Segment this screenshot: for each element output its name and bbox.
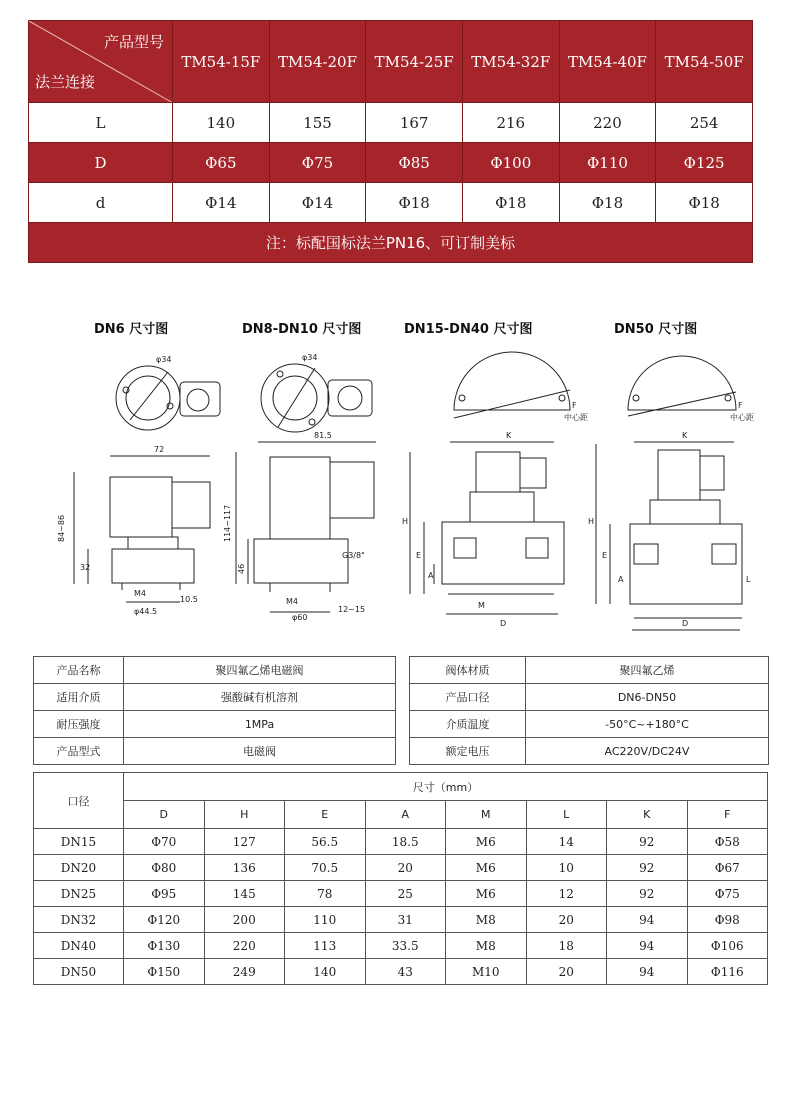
cell: Φ75	[269, 143, 366, 183]
dn6-height-label: 84~86	[57, 514, 66, 542]
spec-key: 产品名称	[34, 657, 124, 684]
spec-value: AC220V/DC24V	[526, 738, 769, 765]
dn50-center-label: 中心距	[730, 413, 754, 422]
spec-key: 产品口径	[410, 684, 526, 711]
dn8-thread-label: G3/8"	[342, 551, 365, 560]
row-name: DN15	[34, 829, 124, 855]
cell: 33.5	[365, 933, 446, 959]
spec-table-section	[33, 656, 768, 765]
cell: Φ18	[559, 183, 656, 223]
dn15-d-label: D	[500, 619, 507, 628]
flange-table	[28, 20, 753, 263]
spec-gap	[396, 738, 410, 765]
cell: 220	[559, 103, 656, 143]
dn8-drawing	[236, 364, 376, 612]
spec-value: 聚四氟乙烯电磁阀	[124, 657, 396, 684]
dn6-w2-label: φ44.5	[134, 607, 158, 616]
row-name: DN32	[34, 907, 124, 933]
spec-row	[34, 711, 769, 738]
dn15-h-label: H	[402, 517, 409, 526]
cell: Φ116	[687, 959, 768, 985]
spec-gap	[396, 711, 410, 738]
cell: Φ106	[687, 933, 768, 959]
spec-gap	[396, 684, 410, 711]
cell: 140	[173, 103, 270, 143]
dn6-phi-label: φ34	[156, 355, 172, 364]
cell: Φ58	[687, 829, 768, 855]
cell: 20	[365, 855, 446, 881]
dn15-k-label: K	[506, 431, 512, 440]
dimension-table	[33, 772, 768, 985]
cell: Φ95	[124, 881, 205, 907]
row-name: DN50	[34, 959, 124, 985]
cell: 140	[285, 959, 366, 985]
model-header: TM54-50F	[656, 21, 753, 103]
cell: Φ14	[269, 183, 366, 223]
drawings-canvas	[30, 312, 770, 642]
cell: 145	[204, 881, 285, 907]
drawing-title-dn6: DN6 尺寸图	[94, 322, 169, 337]
row-name: DN20	[34, 855, 124, 881]
flange-row-d	[29, 143, 753, 183]
cell: 20	[526, 959, 607, 985]
model-header: TM54-25F	[366, 21, 463, 103]
dn50-e-label: E	[602, 551, 608, 560]
cell: M6	[446, 829, 527, 855]
dn6-drawing	[74, 366, 220, 602]
cell: 18	[526, 933, 607, 959]
cell: 92	[607, 855, 688, 881]
cell: 92	[607, 881, 688, 907]
col-header: H	[204, 801, 285, 829]
spec-row	[34, 657, 769, 684]
col-header: L	[526, 801, 607, 829]
spec-key: 介质温度	[410, 711, 526, 738]
cell: 56.5	[285, 829, 366, 855]
dn8-h2-label: 46	[237, 563, 246, 574]
cell: Φ18	[656, 183, 753, 223]
col-header: K	[607, 801, 688, 829]
cell: Φ75	[687, 881, 768, 907]
row-label: d	[29, 183, 173, 223]
dn8-m-label: M4	[286, 597, 298, 606]
cell: 78	[285, 881, 366, 907]
dn6-h2-label: 32	[80, 563, 91, 572]
dn50-a-label: A	[618, 575, 624, 584]
cell: 31	[365, 907, 446, 933]
cell: 254	[656, 103, 753, 143]
table-row	[34, 855, 768, 881]
col-header: E	[285, 801, 366, 829]
cell: 136	[204, 855, 285, 881]
spec-value: DN6-DN50	[526, 684, 769, 711]
dn50-l-label: L	[746, 575, 751, 584]
dn8-width-label: 81.5	[314, 431, 332, 440]
cell: 18.5	[365, 829, 446, 855]
cell: Φ130	[124, 933, 205, 959]
table-row	[34, 907, 768, 933]
spec-value: 电磁阀	[124, 738, 396, 765]
cell: Φ100	[462, 143, 559, 183]
cell: M6	[446, 881, 527, 907]
cell: 249	[204, 959, 285, 985]
dn8-w2-label: φ60	[292, 613, 308, 622]
dn8-height-label: 114~117	[223, 504, 232, 542]
dn6-width-label: 72	[154, 445, 165, 454]
cell: 200	[204, 907, 285, 933]
cell: M10	[446, 959, 527, 985]
dn8-phi-label: φ34	[302, 353, 318, 362]
cell: 25	[365, 881, 446, 907]
spec-row	[34, 738, 769, 765]
cell: Φ125	[656, 143, 753, 183]
dn15-e-label: E	[416, 551, 422, 560]
model-header: TM54-32F	[462, 21, 559, 103]
corner-top-label: 产品型号	[103, 33, 164, 51]
flange-corner-cell	[29, 21, 173, 103]
cell: Φ65	[173, 143, 270, 183]
cell: 94	[607, 933, 688, 959]
dim-column-headers	[34, 801, 768, 829]
table-row	[34, 959, 768, 985]
model-header: TM54-40F	[559, 21, 656, 103]
cell: M8	[446, 933, 527, 959]
cell: 94	[607, 959, 688, 985]
flange-row-small-d	[29, 183, 753, 223]
spec-key: 适用介质	[34, 684, 124, 711]
cell: Φ150	[124, 959, 205, 985]
drawing-title-dn15: DN15-DN40 尺寸图	[404, 322, 533, 337]
model-header: TM54-15F	[173, 21, 270, 103]
model-header: TM54-20F	[269, 21, 366, 103]
spec-value: 强酸碱有机溶剂	[124, 684, 396, 711]
dn15-center-label: 中心距	[564, 413, 588, 422]
cell: Φ70	[124, 829, 205, 855]
dn50-drawing	[596, 356, 742, 630]
col-header: D	[124, 801, 205, 829]
cell: 20	[526, 907, 607, 933]
dimension-drawings	[30, 312, 770, 642]
cell: 110	[285, 907, 366, 933]
cell: Φ14	[173, 183, 270, 223]
dn6-m-label: M4	[134, 589, 146, 598]
dn50-d-label: D	[682, 619, 689, 628]
cell: M8	[446, 907, 527, 933]
spec-value: 聚四氟乙烯	[526, 657, 769, 684]
cell: Φ120	[124, 907, 205, 933]
caliber-header: 口径	[34, 773, 124, 829]
dn50-h-label: H	[588, 517, 595, 526]
drawing-title-dn50: DN50 尺寸图	[614, 322, 698, 337]
cell: Φ110	[559, 143, 656, 183]
cell: 70.5	[285, 855, 366, 881]
cell: 220	[204, 933, 285, 959]
row-name: DN40	[34, 933, 124, 959]
dn50-f-label: F	[738, 401, 743, 410]
cell: Φ18	[366, 183, 463, 223]
cell: 43	[365, 959, 446, 985]
cell: 10	[526, 855, 607, 881]
cell: M6	[446, 855, 527, 881]
row-name: DN25	[34, 881, 124, 907]
table-row	[34, 933, 768, 959]
size-header: 尺寸（mm）	[124, 773, 768, 801]
spec-key: 额定电压	[410, 738, 526, 765]
drawing-title-dn8: DN8-DN10 尺寸图	[242, 322, 362, 337]
spec-key: 耐压强度	[34, 711, 124, 738]
cell: 155	[269, 103, 366, 143]
row-label: L	[29, 103, 173, 143]
dn50-k-label: K	[682, 431, 688, 440]
flange-table-section	[28, 20, 753, 263]
cell: 12	[526, 881, 607, 907]
col-header: M	[446, 801, 527, 829]
cell: Φ80	[124, 855, 205, 881]
flange-note: 注：标配国标法兰PN16、可订制美标	[29, 223, 753, 263]
dn8-w3-label: 12~15	[338, 605, 366, 614]
spec-key: 阀体材质	[410, 657, 526, 684]
spec-key: 产品型式	[34, 738, 124, 765]
cell: Φ18	[462, 183, 559, 223]
cell: 94	[607, 907, 688, 933]
dn15-f-label: F	[572, 401, 577, 410]
dn15-m-label: M	[478, 601, 485, 610]
col-header: F	[687, 801, 768, 829]
cell: Φ98	[687, 907, 768, 933]
cell: 127	[204, 829, 285, 855]
spec-gap	[396, 657, 410, 684]
cell: 113	[285, 933, 366, 959]
cell: 14	[526, 829, 607, 855]
dn6-w3-label: 10.5	[180, 595, 198, 604]
dn15-a-label: A	[428, 571, 434, 580]
spec-value: 1MPa	[124, 711, 396, 738]
table-row	[34, 881, 768, 907]
corner-bottom-label: 法兰连接	[35, 73, 96, 91]
col-header: A	[365, 801, 446, 829]
spec-row	[34, 684, 769, 711]
spec-value: -50°C~+180°C	[526, 711, 769, 738]
spec-table	[33, 656, 769, 765]
cell: 216	[462, 103, 559, 143]
dimension-table-section	[33, 772, 768, 985]
dn15-drawing	[410, 352, 570, 614]
cell: Φ85	[366, 143, 463, 183]
table-row	[34, 829, 768, 855]
flange-row-l	[29, 103, 753, 143]
row-label: D	[29, 143, 173, 183]
cell: 167	[366, 103, 463, 143]
cell: Φ67	[687, 855, 768, 881]
cell: 92	[607, 829, 688, 855]
